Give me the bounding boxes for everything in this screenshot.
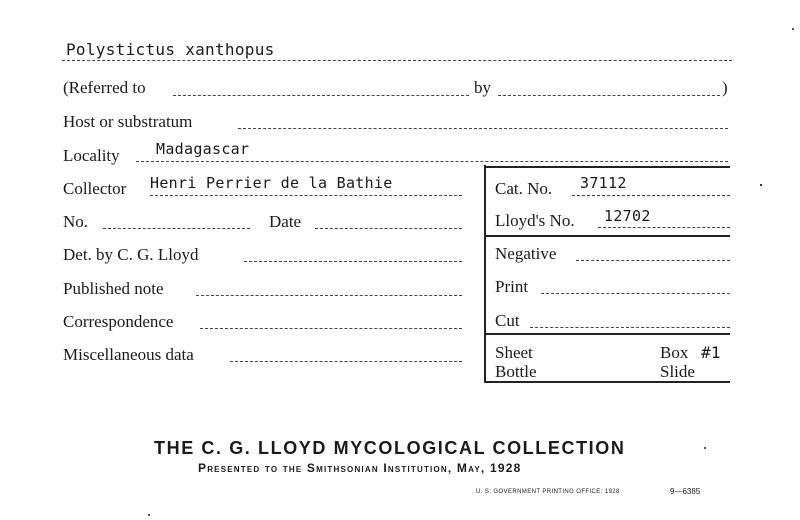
referred-to-label: (Referred to [63,78,146,97]
printer-imprint: U. S. GOVERNMENT PRINTING OFFICE: 1928 [476,489,620,495]
collection-title: THE C. G. LLOYD MYCOLOGICAL COLLECTION [154,438,626,458]
by-line [498,95,720,96]
misc-line [230,361,462,362]
cat-no-line [572,195,730,196]
lloyds-no-label: Lloyd's No. [495,211,575,230]
correspondence-label: Correspondence [63,312,174,331]
box-divider-2 [484,333,730,335]
form-number: 9—6385 [670,487,701,496]
by-label: by [474,78,491,97]
det-by-label: Det. by C. G. Lloyd [63,245,199,264]
lloyds-no-value: 12702 [604,207,651,225]
no-line [103,228,250,229]
slide-label: Slide [660,362,695,381]
lloyds-no-line [598,227,730,228]
locality-value: Madagascar [156,140,250,158]
box-divider-1 [484,235,730,237]
date-line [315,228,462,229]
cut-label: Cut [495,311,520,330]
print-label: Print [495,277,529,296]
scan-speck [792,28,794,30]
locality-line [136,161,728,162]
species-name: Polystictus xanthopus [66,40,275,59]
scan-speck [704,447,706,449]
bottle-label: Bottle [495,362,537,381]
box-value: #1 [701,343,721,362]
cut-line [530,327,730,328]
sheet-label: Sheet [495,343,533,362]
box-label: Box [660,343,689,362]
det-by-line [244,261,462,262]
negative-label: Negative [495,244,557,263]
cat-no-value: 37112 [580,174,627,192]
box-top-border [484,166,730,168]
referred-to-line [173,95,469,96]
no-label: No. [63,212,89,231]
date-label: Date [269,212,302,231]
scan-speck [760,184,762,186]
collector-value: Henri Perrier de la Bathie [150,174,393,192]
published-note-line [196,295,462,296]
host-line [238,128,728,129]
collector-line [150,195,462,196]
species-line [62,60,732,61]
misc-label: Miscellaneous data [63,345,194,364]
locality-label: Locality [63,146,120,165]
close-paren: ) [722,78,728,97]
collection-subtitle: Presented to the Smithsonian Institution, May, 1928 [198,461,522,475]
negative-line [576,260,730,261]
published-note-label: Published note [63,279,164,298]
correspondence-line [200,328,462,329]
print-line [541,293,730,294]
collector-label: Collector [63,179,127,198]
scan-speck [148,514,150,516]
host-label: Host or substratum [63,112,193,131]
box-left-border [484,165,486,383]
cat-no-label: Cat. No. [495,179,553,198]
